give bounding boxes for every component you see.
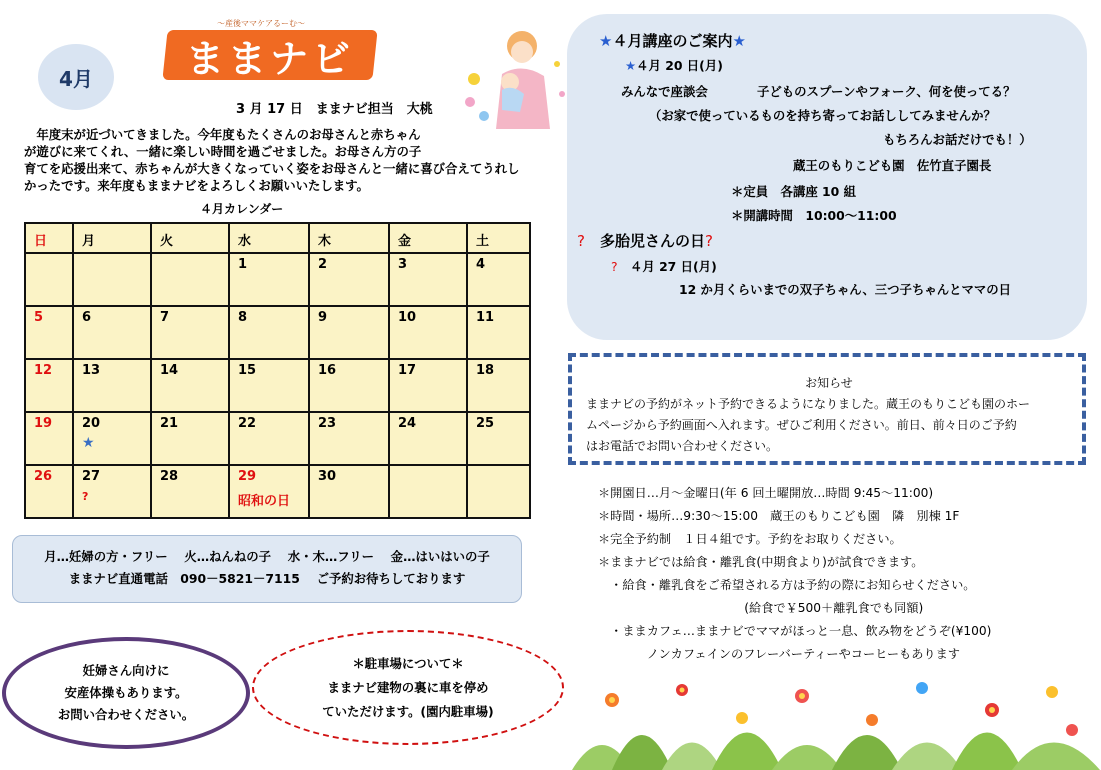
course-date-2	[611, 257, 717, 275]
multiples-mark-icon: ?	[82, 490, 89, 503]
author-line: 3 月 17 日 ままナビ担当 大桃	[236, 102, 433, 117]
calendar-cell: 30	[309, 465, 389, 518]
calendar-cell: 16	[309, 359, 389, 412]
intro-line: が遊びに来てくれ、一緒に楽しい時間を過ごせました。お母さん方の子	[24, 144, 422, 159]
calendar-title: ４月カレンダー	[200, 202, 284, 216]
calendar-cell: 15	[229, 359, 309, 412]
logo-plate	[162, 30, 377, 80]
calendar-cell: 18	[467, 359, 530, 412]
mamanavi-logo	[165, 18, 375, 82]
info-line: ＊完全予約制 １日４組です。予約をお取りください。	[598, 532, 902, 546]
course-date-text: ４月 20 日(月)	[636, 58, 723, 73]
intro-message	[24, 126, 544, 194]
calendar-cell: 11	[467, 306, 530, 359]
day-header: 日	[25, 223, 73, 253]
calendar-week	[25, 465, 530, 518]
logo-tagline: 〜産後ママケアるーむ〜	[217, 19, 305, 28]
courses-title-text: ４月講座のご案内	[612, 32, 733, 50]
calendar-cell: 9	[309, 306, 389, 359]
oval-line: ＊駐車場について＊	[352, 655, 464, 671]
day-number: 29	[238, 469, 257, 484]
info-line: ・給食・離乳食をご希望される方は予約の際にお知らせください。	[598, 578, 976, 592]
calendar-cell: 22	[229, 412, 309, 465]
oval-line: お問い合わせください。	[57, 707, 195, 722]
day-header: 木	[309, 223, 389, 253]
calendar-cell: 5	[25, 306, 73, 359]
class-schedule-line: 月…妊婦の方・フリー 火…ねんねの子 水・木…フリー 金…はいはいの子	[44, 549, 490, 564]
info-list	[598, 482, 1088, 666]
course-time: ＊開講時間 10:00～11:00	[731, 208, 897, 223]
day-header: 火	[151, 223, 229, 253]
calendar-cell: 4	[467, 253, 530, 306]
intro-line: かったです。来年度もままナビをよろしくお願いいたします。	[24, 178, 369, 193]
oval-line: 妊婦さん向けに	[82, 663, 170, 678]
parking-oval	[252, 630, 564, 745]
calendar-cell: 28	[151, 465, 229, 518]
info-line: ・ままカフェ…ままナビでママがほっと一息、飲み物をどうぞ(¥100)	[598, 624, 992, 638]
notice-line: ままナビの予約がネット予約できるようになりました。蔵王のもりこども園のホー	[586, 397, 1031, 411]
info-line: ノンカフェインのフレーバーティーやコーヒーもあります	[598, 647, 960, 661]
course-date-1	[625, 56, 723, 74]
april-calendar	[24, 222, 531, 519]
course-star-icon: ★	[82, 435, 95, 451]
multiples-title	[577, 230, 713, 251]
talk-label: みんなで座談会	[621, 84, 708, 99]
holiday-label: 昭和の日	[238, 494, 291, 509]
star-icon: ★	[625, 58, 637, 73]
intro-line: 育てを応援出来て、赤ちゃんが大きくなっていく姿をお母さんと一緒に喜び合えてうれし	[24, 161, 520, 176]
calendar-cell: 6	[73, 306, 151, 359]
month-badge: 4月	[38, 44, 114, 110]
flower-garden-illustration	[572, 660, 1100, 770]
talk-topic: 子どものスプーンやフォーク、何を使ってる？	[757, 84, 1016, 99]
info-line: ＊時間・場所…9:30～15:00 蔵王のもりこども園 隣 別棟 1F	[598, 509, 960, 523]
multiples-mark-icon: ?	[705, 232, 713, 250]
calendar-week	[25, 412, 530, 465]
logo-text: ままナビ	[185, 36, 354, 81]
intro-line: 年度末が近づいてきました。今年度もたくさんのお母さんと赤ちゃん	[24, 127, 421, 142]
calendar-cell	[73, 253, 151, 306]
day-number: 27	[82, 469, 101, 484]
day-number: 20	[82, 416, 101, 431]
prenatal-exercise-oval	[2, 637, 250, 749]
multiples-mark-icon: ?	[577, 232, 585, 250]
info-line: ＊開園日…月～金曜日(年 6 回土曜開放…時間 9:45～11:00)	[598, 486, 934, 500]
calendar-cell: 12	[25, 359, 73, 412]
phone-line: ままナビ直通電話 090－5821－7115 ご予約お待ちしております	[68, 571, 466, 586]
calendar-cell: 21	[151, 412, 229, 465]
calendar-cell: 14	[151, 359, 229, 412]
talk-note: もちろんお話だけでも！）	[883, 132, 1032, 147]
notice-box	[568, 353, 1086, 465]
notice-line: ムページから予約画面へ入れます。ぜひご利用ください。前日、前々日のご予約	[586, 418, 1017, 432]
star-icon: ★	[732, 32, 746, 50]
day-header: 月	[73, 223, 151, 253]
speaker: 蔵王のもりこども園 佐竹直子園長	[793, 158, 992, 173]
oval-line: ままナビ建物の裏に車を停め	[327, 679, 489, 695]
calendar-week	[25, 306, 530, 359]
calendar-cell: 25	[467, 412, 530, 465]
multiples-mark-icon: ?	[611, 259, 618, 274]
courses-title	[599, 30, 746, 51]
multiples-desc: 12 か月くらいまでの双子ちゃん、三つ子ちゃんとママの日	[679, 282, 1012, 297]
star-icon: ★	[599, 32, 613, 50]
calendar-cell: 24	[389, 412, 467, 465]
day-header: 土	[467, 223, 530, 253]
calendar-week	[25, 253, 530, 306]
calendar-week	[25, 359, 530, 412]
oval-line: 安産体操もあります。	[64, 685, 188, 700]
calendar-cell: 26	[25, 465, 73, 518]
calendar-cell	[151, 253, 229, 306]
april-courses-box	[567, 14, 1087, 340]
calendar-cell: 7	[151, 306, 229, 359]
calendar-cell: 19	[25, 412, 73, 465]
calendar-cell: 3	[389, 253, 467, 306]
mother-baby-illustration	[462, 24, 572, 134]
calendar-cell-20	[73, 412, 151, 465]
notice-title: お知らせ	[805, 376, 853, 390]
calendar-cell: 1	[229, 253, 309, 306]
day-header: 水	[229, 223, 309, 253]
info-line: (給食で￥500＋離乳食でも同額)	[598, 601, 924, 615]
calendar-cell-27	[73, 465, 151, 518]
calendar-cell	[389, 465, 467, 518]
calendar-cell: 2	[309, 253, 389, 306]
class-schedule-box	[12, 535, 522, 603]
oval-line: ていただけます。(園内駐車場)	[322, 703, 494, 719]
course-date-text: ４月 27 日(月)	[629, 259, 717, 274]
day-header: 金	[389, 223, 467, 253]
capacity: ＊定員 各講座 10 組	[731, 184, 856, 199]
calendar-cell: 13	[73, 359, 151, 412]
calendar-header-row	[25, 223, 530, 253]
calendar-cell: 8	[229, 306, 309, 359]
calendar-cell	[25, 253, 73, 306]
calendar-cell-29	[229, 465, 309, 518]
notice-line: はお電話でお問い合わせください。	[586, 439, 779, 453]
calendar-cell: 23	[309, 412, 389, 465]
calendar-cell: 10	[389, 306, 467, 359]
talk-note: （お家で使っているものを持ち寄ってお話ししてみませんか？	[649, 108, 996, 123]
multiples-title-text: 多胎児さんの日	[599, 232, 705, 250]
calendar-cell	[467, 465, 530, 518]
calendar-cell: 17	[389, 359, 467, 412]
info-line: ＊ままナビでは給食・離乳食(中期食より)が試食できます。	[598, 555, 924, 569]
